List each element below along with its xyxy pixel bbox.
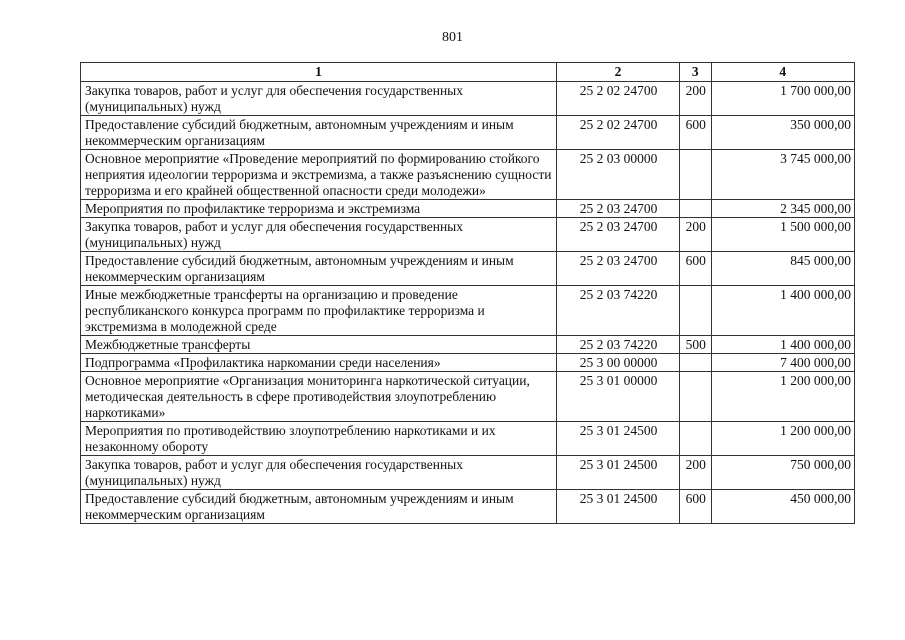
row-name-cell: Основное мероприятие «Организация мониторинга наркотической ситуации, методическая деятельность в сфере противодействия злоупотреблению наркотиками» — [81, 372, 557, 422]
row-type-cell: 200 — [680, 456, 712, 490]
row-type-cell: 600 — [680, 252, 712, 286]
row-sum-cell: 2 345 000,00 — [711, 200, 854, 218]
table-row — [81, 422, 855, 456]
row-code-cell: 25 2 03 74220 — [556, 286, 679, 336]
table-row — [81, 150, 855, 200]
header-col-2: 2 — [556, 63, 679, 82]
row-code-cell: 25 2 03 24700 — [556, 218, 679, 252]
table-header-row — [81, 63, 855, 82]
row-sum-cell: 1 200 000,00 — [711, 422, 854, 456]
header-col-4: 4 — [711, 63, 854, 82]
table-row — [81, 336, 855, 354]
table-row — [81, 82, 855, 116]
row-sum-cell: 350 000,00 — [711, 116, 854, 150]
row-code-cell: 25 3 01 00000 — [556, 372, 679, 422]
row-type-cell: 200 — [680, 218, 712, 252]
row-sum-cell: 845 000,00 — [711, 252, 854, 286]
row-sum-cell: 7 400 000,00 — [711, 354, 854, 372]
row-type-cell — [680, 422, 712, 456]
row-sum-cell: 1 700 000,00 — [711, 82, 854, 116]
row-type-cell: 500 — [680, 336, 712, 354]
header-col-1: 1 — [81, 63, 557, 82]
row-sum-cell: 450 000,00 — [711, 490, 854, 524]
row-type-cell: 600 — [680, 116, 712, 150]
row-name-cell: Предоставление субсидий бюджетным, автономным учреждениям и иным некоммерческим организациям — [81, 116, 557, 150]
row-sum-cell: 1 400 000,00 — [711, 286, 854, 336]
row-code-cell: 25 3 00 00000 — [556, 354, 679, 372]
row-sum-cell: 3 745 000,00 — [711, 150, 854, 200]
row-code-cell: 25 2 03 24700 — [556, 200, 679, 218]
row-type-cell — [680, 354, 712, 372]
table-row — [81, 116, 855, 150]
row-code-cell: 25 3 01 24500 — [556, 422, 679, 456]
table-body — [81, 82, 855, 524]
table-row — [81, 252, 855, 286]
row-type-cell: 200 — [680, 82, 712, 116]
row-name-cell: Иные межбюджетные трансферты на организацию и проведение республиканского конкурса программ по профилактике терроризма и экстремизма в молодежной среде — [81, 286, 557, 336]
row-type-cell — [680, 150, 712, 200]
row-code-cell: 25 3 01 24500 — [556, 456, 679, 490]
row-name-cell: Закупка товаров, работ и услуг для обеспечения государственных (муниципальных) нужд — [81, 218, 557, 252]
row-name-cell: Предоставление субсидий бюджетным, автономным учреждениям и иным некоммерческим организациям — [81, 252, 557, 286]
table-row — [81, 372, 855, 422]
row-name-cell: Закупка товаров, работ и услуг для обеспечения государственных (муниципальных) нужд — [81, 456, 557, 490]
table-row — [81, 354, 855, 372]
row-name-cell: Закупка товаров, работ и услуг для обеспечения государственных (муниципальных) нужд — [81, 82, 557, 116]
row-type-cell — [680, 286, 712, 336]
budget-table — [80, 62, 855, 524]
row-code-cell: 25 3 01 24500 — [556, 490, 679, 524]
row-name-cell: Подпрограмма «Профилактика наркомании среди населения» — [81, 354, 557, 372]
table-row — [81, 490, 855, 524]
row-name-cell: Предоставление субсидий бюджетным, автономным учреждениям и иным некоммерческим организациям — [81, 490, 557, 524]
row-sum-cell: 1 500 000,00 — [711, 218, 854, 252]
row-name-cell: Межбюджетные трансферты — [81, 336, 557, 354]
page-number: 801 — [442, 30, 463, 45]
row-name-cell: Мероприятия по противодействию злоупотреблению наркотиками и их незаконному обороту — [81, 422, 557, 456]
table-row — [81, 456, 855, 490]
table-row — [81, 218, 855, 252]
row-name-cell: Мероприятия по профилактике терроризма и экстремизма — [81, 200, 557, 218]
row-code-cell: 25 2 03 74220 — [556, 336, 679, 354]
row-sum-cell: 1 400 000,00 — [711, 336, 854, 354]
row-code-cell: 25 2 02 24700 — [556, 82, 679, 116]
row-type-cell — [680, 200, 712, 218]
row-code-cell: 25 2 03 00000 — [556, 150, 679, 200]
row-sum-cell: 750 000,00 — [711, 456, 854, 490]
table-row — [81, 200, 855, 218]
row-type-cell: 600 — [680, 490, 712, 524]
row-code-cell: 25 2 02 24700 — [556, 116, 679, 150]
row-sum-cell: 1 200 000,00 — [711, 372, 854, 422]
row-code-cell: 25 2 03 24700 — [556, 252, 679, 286]
header-col-3: 3 — [680, 63, 712, 82]
row-name-cell: Основное мероприятие «Проведение мероприятий по формированию стойкого неприятия идеологии терроризма и экстремизма, а также разъяснению сущности терроризма и его крайней общественной опасности среди молодежи» — [81, 150, 557, 200]
row-type-cell — [680, 372, 712, 422]
table-row — [81, 286, 855, 336]
